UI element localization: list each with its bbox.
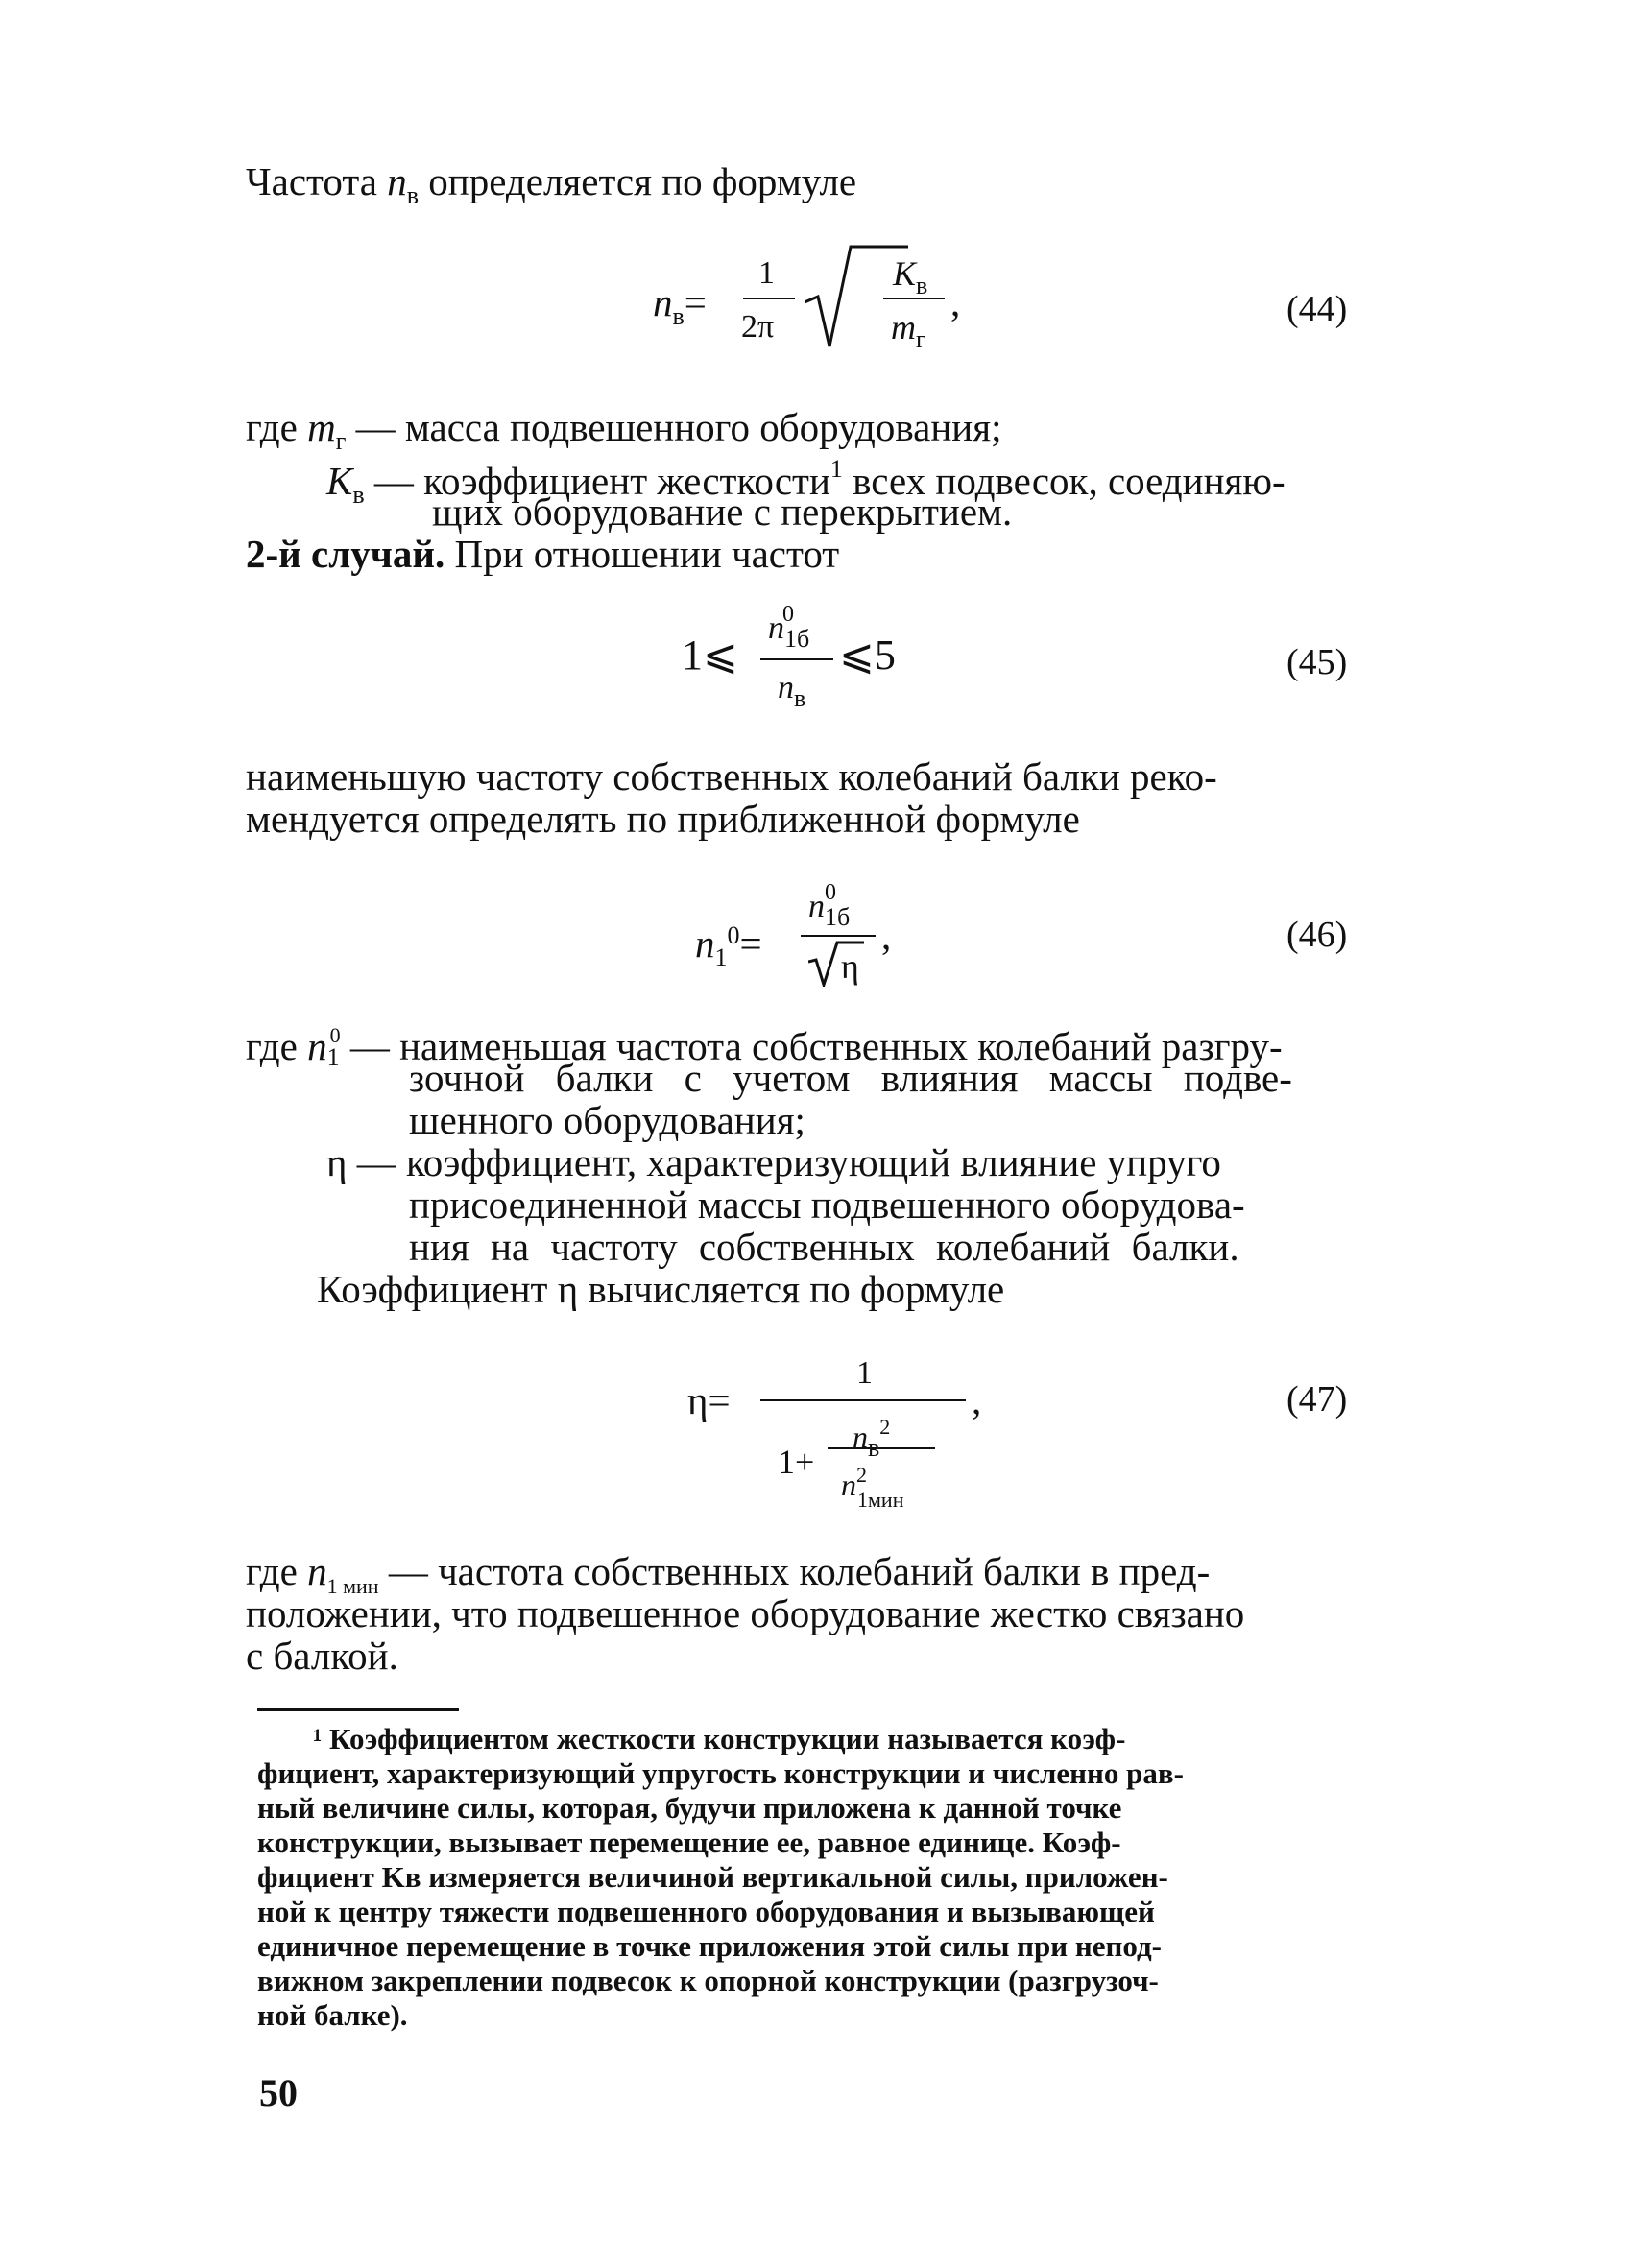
subscript: в <box>406 181 420 209</box>
where-n1-min-cont2: с балкой. <box>246 1634 398 1678</box>
comma: , <box>950 280 961 324</box>
where-n1-min-cont1: положении, что подвешенное оборудование жестко связано <box>246 1591 1245 1635</box>
paragraph-lowest-frequency: наименьшую частоту собственных колебаний балки реко- <box>246 754 1217 799</box>
equation-number-45: (45) <box>1286 642 1348 682</box>
inner-numerator-nv2: $n_в^2$ <box>853 1415 891 1462</box>
denominator-nv: $n_в$ <box>778 670 806 712</box>
numerator-n1b: $n^0_{1б}$ <box>808 880 851 931</box>
where-eta-cont2: ния на частоту собственных колебаний балки. <box>409 1225 1239 1269</box>
footnote-line: ¹ Коэффициентом жесткости конструкции называется коэф- <box>313 1722 1126 1755</box>
where-n1-min: где $n_{1 мин}$ — частота собственных колебаний балки в пред- <box>246 1549 1211 1598</box>
numerator-K: $K_в$ <box>893 254 928 299</box>
footnote-line: ной балке). <box>257 1998 408 2032</box>
footnote-rule <box>257 1708 459 1711</box>
rhs-le-five: ⩽5 <box>839 632 896 679</box>
fraction-bar <box>801 935 876 937</box>
footnote-line: единичное перемещение в точке приложения этой силы при непод- <box>257 1929 1162 1963</box>
inner-fraction-bar <box>828 1447 935 1449</box>
main-fraction-bar <box>760 1399 966 1401</box>
page-number: 50 <box>259 2071 298 2114</box>
footnote-line: вижном закреплении подвесок к опорной конструкции (разгрузоч- <box>257 1964 1159 1997</box>
comma: , <box>881 914 892 958</box>
fraction-bar <box>743 298 795 299</box>
where-K-v: $K_в$ — коэффициент жесткости$^1$ всех подвесок, соединяю- <box>326 455 1286 509</box>
where-n1-0-cont2: шенного оборудования; <box>409 1098 805 1142</box>
text: определяется по формуле <box>419 159 857 203</box>
equation-number-46: (46) <box>1286 915 1348 955</box>
denominator-one-plus: 1+ <box>778 1443 815 1481</box>
fraction-bar <box>760 658 833 660</box>
footnote-line: ной к центру тяжести подвешенного оборудования и вызывающей <box>257 1895 1155 1928</box>
case-2: 2-й случай. При отношении частот <box>246 532 840 576</box>
where-n1-0: где $n_1^0$ — наименьшая частота собственных колебаний разгру- <box>246 1023 1283 1071</box>
denominator-m: $m_г$ <box>891 308 926 353</box>
inner-denominator-n1min2: $n^2_{1мин}$ <box>841 1463 904 1512</box>
lhs: $n_в=$ <box>653 280 707 330</box>
numerator-n1b: $n^0_{1б}$ <box>768 602 810 653</box>
fraction-bar <box>883 298 945 299</box>
footnote-line: ный величине силы, которая, будучи приложена к данной точке <box>257 1791 1122 1825</box>
denominator: 2π <box>741 309 775 345</box>
where-eta-cont1: присоединенной массы подвешенного оборудова- <box>409 1182 1245 1227</box>
footnote-line: фициент, характеризующий упругость конструкции и численно рав- <box>257 1756 1184 1790</box>
paragraph-coefficient-eta: Коэффициент η вычисляется по формуле <box>317 1267 1005 1311</box>
where-K-v-cont: щих оборудование с перекрытием. <box>432 489 1013 534</box>
footnote-line: конструкции, вызывает перемещение ее, равное единице. Коэф- <box>257 1826 1121 1859</box>
symbol-n: n <box>387 159 407 203</box>
denominator-eta: η <box>841 947 859 986</box>
equation-number-44: (44) <box>1286 289 1348 329</box>
text: Частота <box>246 159 388 203</box>
where-m-g: где $m_г$ — масса подвешенного оборудования; <box>246 405 1002 455</box>
numerator: 1 <box>758 255 775 291</box>
paragraph-frequency-intro <box>246 159 856 218</box>
lhs-n1-0: $n_1^0=$ <box>695 921 762 971</box>
numerator: 1 <box>856 1355 873 1391</box>
lhs-one-le: 1⩽ <box>682 632 738 679</box>
paragraph-lowest-frequency-cont: мендуется определять по приближенной формуле <box>246 797 1080 841</box>
where-eta: η — коэффициент, характеризующий влияние упруго <box>326 1140 1221 1184</box>
lhs-eta: η= <box>687 1378 731 1422</box>
where-n1-0-cont1: зочной балки с учетом влияния массы подве- <box>409 1056 1292 1100</box>
equation-number-47: (47) <box>1286 1379 1348 1420</box>
comma: , <box>972 1378 982 1422</box>
footnote-line: фициент Kв измеряется величиной вертикальной силы, приложен- <box>257 1860 1168 1894</box>
